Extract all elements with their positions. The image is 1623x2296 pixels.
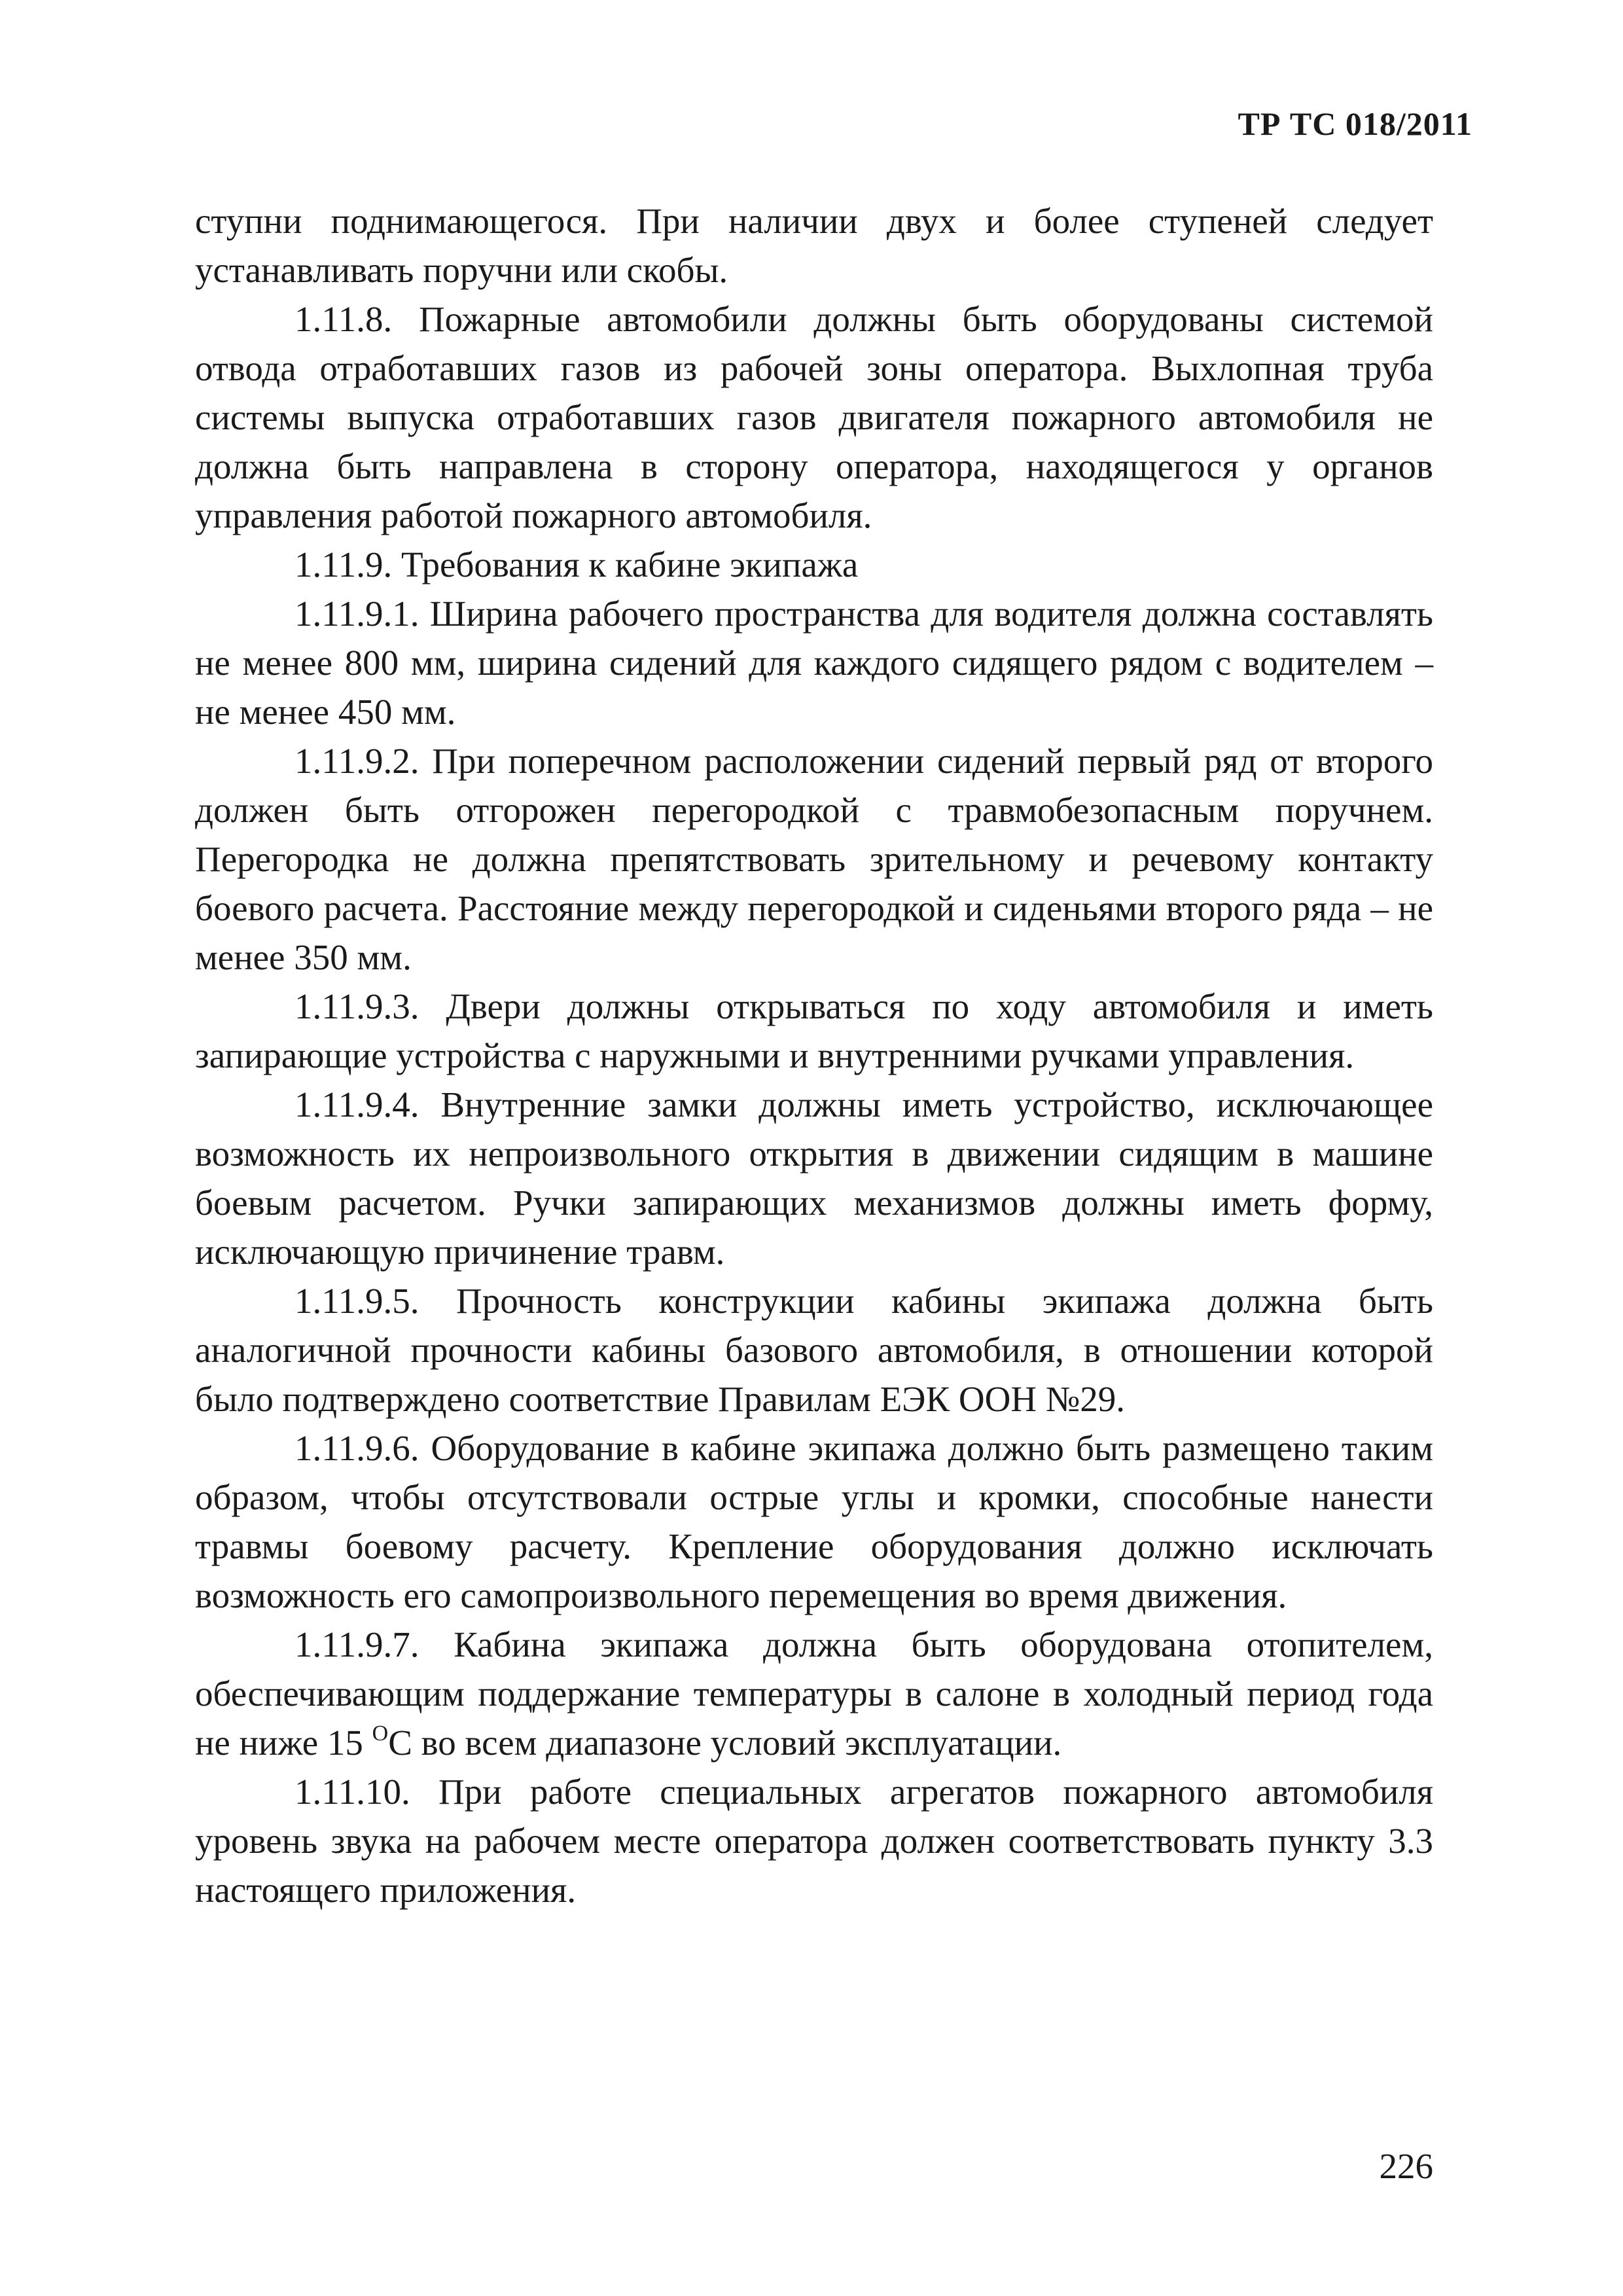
paragraph-text: 1.11.9.7. Кабина экипажа должна быть оборудована отопителем, обеспечивающим поддержание температуры в салоне в холодный период года не ниже 15	[195, 1624, 1433, 1763]
paragraph-1-11-9-7	[195, 1620, 1433, 1767]
body-text	[195, 196, 1433, 1914]
paragraph-1-11-9-3: 1.11.9.3. Двери должны открываться по ходу автомобиля и иметь запирающие устройства с наружными и внутренними ручками управления.	[195, 986, 1433, 1075]
paragraph-1-11-10: 1.11.10. При работе специальных агрегатов пожарного автомобиля уровень звука на рабочем месте оператора должен соответствовать пункту 3.3 настоящего приложения.	[195, 1772, 1433, 1910]
paragraph-1-11-9-5: 1.11.9.5. Прочность конструкции кабины экипажа должна быть аналогичной прочности кабины базового автомобиля, в отношении которой было подтверждено соответствие Правилам ЕЭК ООН №29.	[195, 1281, 1433, 1419]
paragraph-continuation: ступни поднимающегося. При наличии двух и более ступеней следует устанавливать поручни или скобы.	[195, 201, 1433, 290]
paragraph-1-11-9-6: 1.11.9.6. Оборудование в кабине экипажа должно быть размещено таким образом, чтобы отсутствовали острые углы и кромки, способные нанести травмы боевому расчету. Крепление оборудования должно исключать возможность его самопроизвольного перемещения во время движения.	[195, 1428, 1433, 1615]
document-code: ТР ТС 018/2011	[1238, 105, 1472, 142]
paragraph-1-11-9-4: 1.11.9.4. Внутренние замки должны иметь устройство, исключающее возможность их непроизвольного открытия в движении сидящим в машине боевым расчетом. Ручки запирающих механизмов должны иметь форму, исключающую причинение травм.	[195, 1085, 1433, 1272]
paragraph-1-11-8: 1.11.8. Пожарные автомобили должны быть оборудованы системой отвода отработавших газов из рабочей зоны оператора. Выхлопная труба системы выпуска отработавших газов двигателя пожарного автомобиля не должна быть направлена в сторону оператора, находящегося у органов управления работой пожарного автомобиля.	[195, 299, 1433, 535]
paragraph-1-11-9-2: 1.11.9.2. При поперечном расположении сидений первый ряд от второго должен быть отгорожен перегородкой с травмобезопасным поручнем. Перегородка не должна препятствовать зрительному и речевому контакту боевого расчета. Расстояние между перегородкой и сиденьями второго ряда – не менее 350 мм.	[195, 741, 1433, 977]
paragraph-1-11-9-1: 1.11.9.1. Ширина рабочего пространства для водителя должна составлять не менее 800 мм, ширина сидений для каждого сидящего рядом с водителем – не менее 450 мм.	[195, 594, 1433, 732]
paragraph-text: С во всем диапазоне условий эксплуатации.	[388, 1723, 1062, 1763]
paragraph-1-11-9: 1.11.9. Требования к кабине экипажа	[294, 545, 859, 584]
page-number: 226	[1379, 2146, 1433, 2186]
degree-superscript: О	[372, 1721, 389, 1746]
